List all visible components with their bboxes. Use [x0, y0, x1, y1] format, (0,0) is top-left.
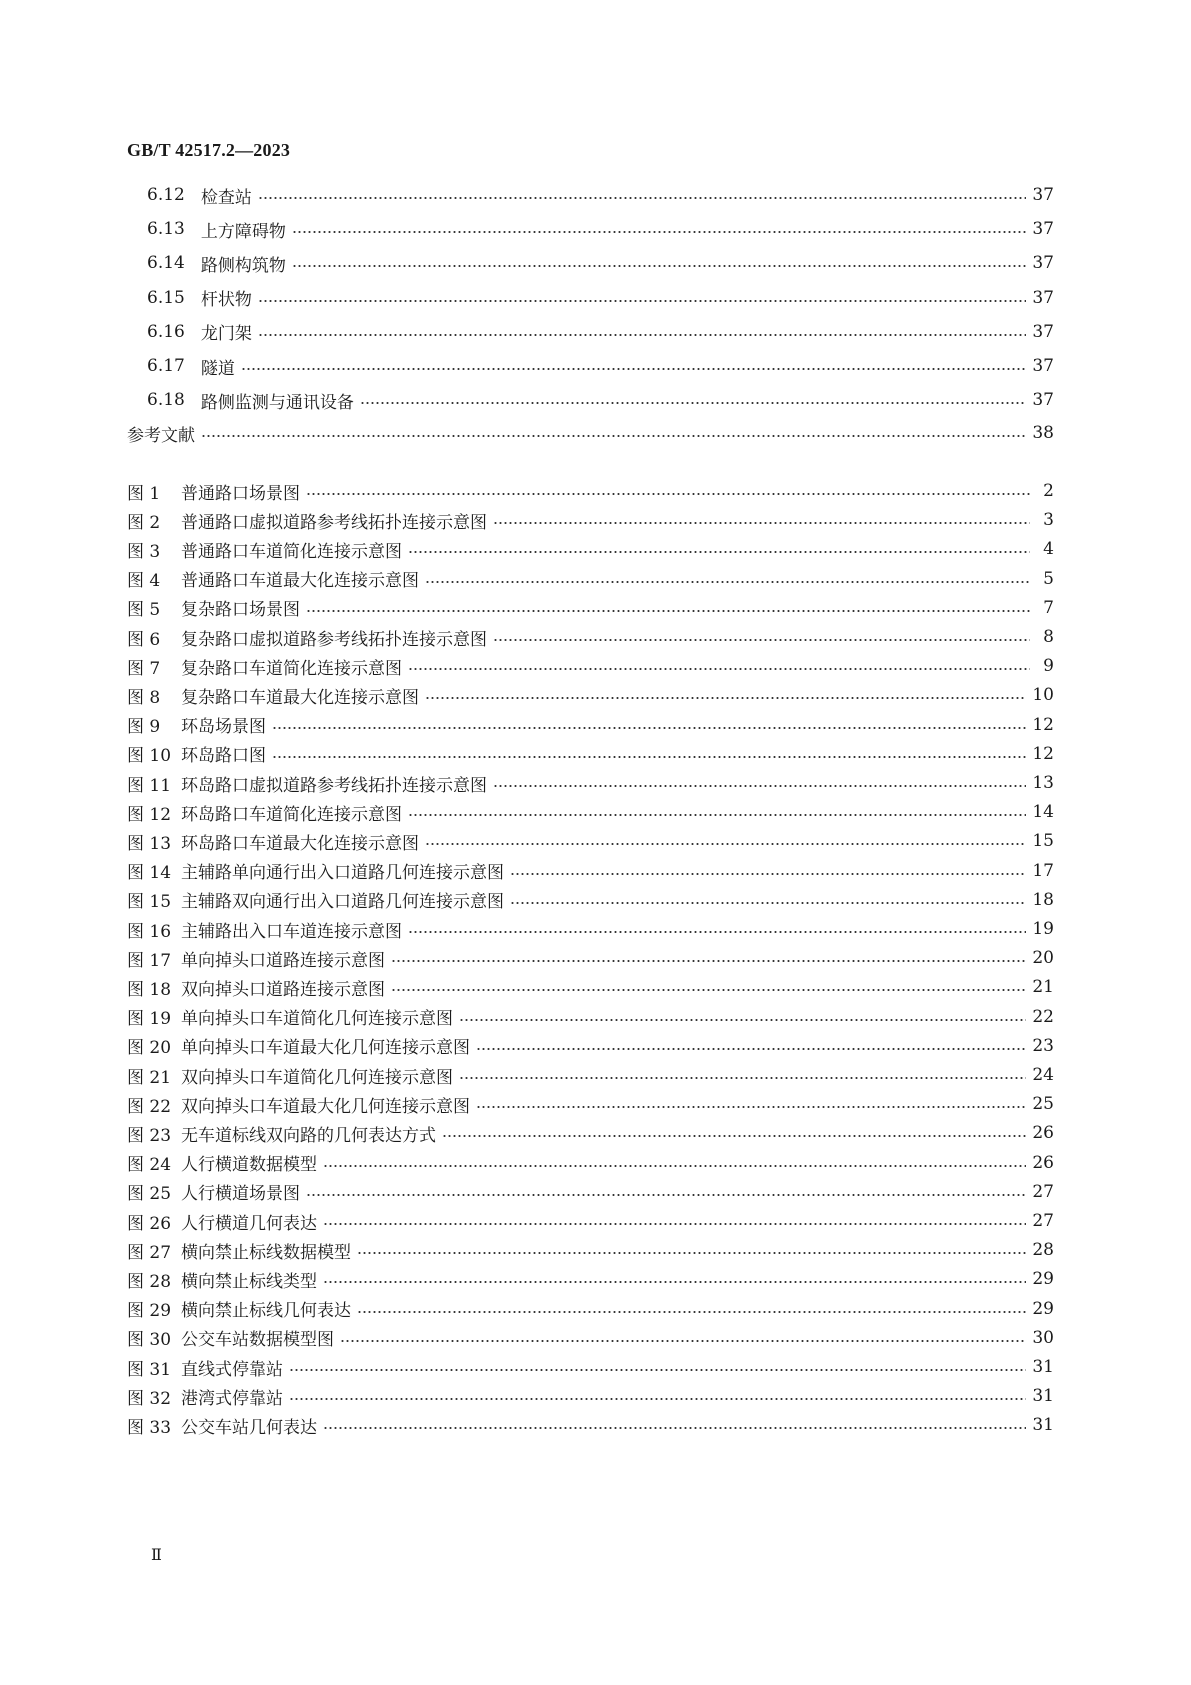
entry-number: 图 24 [127, 1155, 172, 1176]
entry-page-number: 27 [1032, 1211, 1054, 1231]
toc-figure-entry[interactable] [127, 827, 1054, 855]
toc-figure-entry[interactable] [127, 1119, 1054, 1147]
entry-number: 图 13 [127, 833, 172, 854]
entry-title: 单向掉头口车道简化几何连接示意图 [181, 1009, 453, 1030]
entry-page-number: 30 [1032, 1327, 1054, 1348]
toc-figure-entry[interactable] [127, 1178, 1054, 1206]
dot-leader [425, 843, 1026, 845]
entry-number: 图 6 [127, 629, 161, 650]
toc-figure-entry[interactable] [127, 1382, 1054, 1410]
toc-figure-entry[interactable] [127, 1003, 1054, 1031]
entry-page-number: 21 [1032, 977, 1054, 998]
page-number: Ⅱ [151, 1547, 162, 1564]
entry-page-number: 28 [1032, 1240, 1054, 1261]
dot-leader [201, 435, 1026, 437]
entry-page-number: 8 [1043, 627, 1054, 647]
entry-page-number: 13 [1032, 773, 1054, 793]
dot-leader [258, 300, 1027, 302]
toc-figure-entry[interactable] [127, 506, 1054, 534]
toc-figure-entry[interactable] [127, 798, 1054, 826]
dot-leader [459, 1077, 1026, 1079]
entry-page-number: 17 [1032, 860, 1054, 881]
entry-title: 环岛场景图 [181, 717, 266, 738]
dot-leader [360, 402, 1027, 404]
entry-page-number: 18 [1032, 889, 1054, 910]
entry-title: 人行横道场景图 [181, 1184, 300, 1205]
entry-title: 横向禁止标线数据模型 [181, 1242, 351, 1263]
toc-figure-entry[interactable] [127, 915, 1054, 943]
dot-leader [493, 639, 1030, 641]
entry-title: 单向掉头口道路连接示意图 [181, 950, 385, 971]
entry-title: 人行横道数据模型 [181, 1155, 317, 1176]
entry-page-number: 37 [1032, 321, 1054, 342]
dot-leader [292, 231, 1027, 233]
entry-page-number: 37 [1032, 287, 1054, 308]
entry-number: 6.17 [147, 356, 185, 376]
entry-title: 环岛路口车道最大化连接示意图 [181, 833, 419, 854]
entry-page-number: 31 [1032, 1386, 1054, 1407]
entry-title: 主辅路单向通行出入口道路几何连接示意图 [181, 863, 504, 884]
dot-leader [425, 697, 1026, 699]
entry-number: 6.14 [147, 253, 185, 274]
entry-page-number: 29 [1032, 1298, 1054, 1319]
dot-leader [272, 756, 1026, 758]
dot-leader [408, 814, 1026, 816]
entry-number: 图 32 [127, 1388, 172, 1409]
toc-figure-entry[interactable] [127, 1207, 1054, 1235]
entry-page-number: 14 [1032, 802, 1054, 823]
entry-number: 6.15 [147, 287, 185, 308]
toc-figure-entry[interactable] [127, 535, 1054, 563]
entry-title: 普通路口车道简化连接示意图 [181, 541, 402, 562]
entry-page-number: 12 [1032, 714, 1054, 735]
dot-leader [391, 989, 1026, 991]
entry-number: 图 3 [127, 541, 161, 562]
entry-title: 环岛路口虚拟道路参考线拓扑连接示意图 [181, 775, 487, 796]
entry-title: 无车道标线双向路的几何表达方式 [181, 1125, 436, 1146]
toc-figure-entry[interactable] [127, 769, 1054, 797]
entry-number: 图 2 [127, 512, 161, 533]
entry-title: 路侧监测与通讯设备 [200, 392, 354, 413]
entry-title: 双向掉头口道路连接示意图 [181, 979, 385, 1000]
entry-number: 图 28 [127, 1271, 172, 1292]
entry-page-number: 20 [1032, 948, 1054, 969]
dot-leader [408, 668, 1030, 670]
toc-figure-entry[interactable] [127, 1324, 1054, 1352]
entry-page-number: 15 [1032, 831, 1054, 852]
entry-page-number: 4 [1043, 539, 1054, 560]
entry-number: 图 1 [127, 483, 161, 504]
dot-leader [289, 1369, 1026, 1371]
toc-section-entry[interactable] [147, 352, 1054, 380]
toc-figure-entry[interactable] [127, 565, 1054, 593]
entry-title: 公交车站数据模型图 [181, 1330, 334, 1351]
toc-section-entry[interactable] [147, 386, 1054, 414]
dot-leader [476, 1106, 1026, 1108]
toc-figure-entry[interactable] [127, 1411, 1054, 1439]
entry-number: 图 20 [127, 1038, 172, 1059]
dot-leader [323, 1165, 1026, 1167]
dot-leader [323, 1223, 1026, 1225]
dot-leader [289, 1398, 1026, 1400]
entry-title: 普通路口场景图 [181, 483, 300, 504]
entry-title: 普通路口车道最大化连接示意图 [181, 571, 419, 592]
dot-leader [306, 610, 1030, 612]
dot-leader [306, 493, 1030, 495]
entry-number: 图 5 [127, 600, 161, 621]
entry-title: 横向禁止标线几何表达 [181, 1301, 351, 1322]
entry-page-number: 38 [1032, 423, 1054, 443]
dot-leader [323, 1281, 1026, 1283]
entry-title: 参考文献 [127, 425, 195, 446]
entry-page-number: 9 [1043, 656, 1054, 677]
entry-number: 图 19 [127, 1009, 172, 1030]
dot-leader [292, 265, 1027, 267]
dot-leader [258, 334, 1027, 336]
toc-figure-entry[interactable] [127, 1265, 1054, 1293]
entry-page-number: 37 [1032, 185, 1054, 205]
entry-page-number: 5 [1043, 568, 1054, 589]
entry-title: 横向禁止标线类型 [181, 1271, 317, 1292]
entry-page-number: 23 [1032, 1035, 1054, 1056]
toc-figure-entry[interactable] [127, 944, 1054, 972]
entry-page-number: 2 [1043, 481, 1054, 501]
toc-section-entry[interactable] [147, 181, 1054, 209]
entry-page-number: 27 [1032, 1181, 1054, 1202]
dot-leader [258, 197, 1027, 199]
toc-figure-entry[interactable] [127, 477, 1054, 505]
entry-title: 复杂路口车道最大化连接示意图 [181, 687, 419, 708]
entry-title: 环岛路口图 [181, 746, 266, 767]
entry-number: 图 22 [127, 1096, 172, 1117]
toc-figure-entry[interactable] [127, 652, 1054, 680]
toc-figure-entry[interactable] [127, 740, 1054, 768]
entry-page-number: 12 [1032, 743, 1054, 764]
dot-leader [408, 931, 1026, 933]
entry-number: 图 31 [127, 1359, 172, 1380]
toc-figure-entry[interactable] [127, 1090, 1054, 1118]
entry-page-number: 37 [1032, 390, 1054, 411]
entry-number: 图 30 [127, 1330, 172, 1351]
toc-figure-entry[interactable] [127, 1353, 1054, 1381]
entry-page-number: 10 [1032, 685, 1054, 706]
dot-leader [391, 960, 1026, 962]
entry-number: 图 25 [127, 1184, 172, 1205]
entry-number: 6.12 [147, 185, 185, 205]
dot-leader [459, 1019, 1026, 1021]
entry-title: 龙门架 [200, 324, 252, 345]
dot-leader [323, 1427, 1026, 1429]
toc-references-entry[interactable] [127, 419, 1054, 447]
toc-figure-entry[interactable] [127, 1295, 1054, 1323]
dot-leader [408, 551, 1030, 553]
entry-number: 图 27 [127, 1242, 172, 1263]
dot-leader [357, 1311, 1026, 1313]
entry-title: 上方障碍物 [200, 221, 286, 242]
toc-figure-entry[interactable] [127, 1236, 1054, 1264]
entry-title: 复杂路口车道简化连接示意图 [181, 658, 402, 679]
entry-number: 图 26 [127, 1213, 172, 1234]
dot-leader [493, 522, 1030, 524]
entry-number: 图 8 [127, 687, 161, 708]
entry-title: 双向掉头口车道最大化几何连接示意图 [181, 1096, 470, 1117]
entry-number: 图 15 [127, 892, 172, 913]
entry-page-number: 31 [1032, 1415, 1054, 1436]
entry-title: 直线式停靠站 [181, 1359, 283, 1380]
entry-number: 6.16 [147, 321, 185, 342]
entry-page-number: 26 [1032, 1123, 1054, 1144]
dot-leader [510, 902, 1026, 904]
entry-number: 6.13 [147, 219, 185, 240]
entry-title: 检查站 [200, 187, 252, 208]
dot-leader [442, 1135, 1026, 1137]
toc-section-entry[interactable] [147, 249, 1054, 277]
dot-leader [425, 581, 1030, 583]
toc-figure-entry[interactable] [127, 857, 1054, 885]
toc-figure-entry[interactable] [127, 1149, 1054, 1177]
entry-number: 图 17 [127, 950, 172, 971]
standard-code: GB/T 42517.2—2023 [127, 140, 291, 160]
entry-title: 单向掉头口车道最大化几何连接示意图 [181, 1038, 470, 1059]
entry-page-number: 37 [1032, 356, 1054, 376]
entry-number: 图 16 [127, 921, 172, 942]
toc-section-entry[interactable] [147, 215, 1054, 243]
entry-number: 图 29 [127, 1301, 172, 1322]
entry-title: 复杂路口场景图 [181, 600, 300, 621]
toc-figure-entry[interactable] [127, 1061, 1054, 1089]
entry-number: 图 11 [127, 775, 172, 796]
entry-title: 双向掉头口车道简化几何连接示意图 [181, 1067, 453, 1088]
entry-number: 图 10 [127, 746, 172, 767]
entry-number: 图 33 [127, 1417, 172, 1438]
toc-figure-entry[interactable] [127, 973, 1054, 1001]
toc-figure-entry[interactable] [127, 886, 1054, 914]
entry-page-number: 25 [1032, 1094, 1054, 1115]
toc-figure-entry[interactable] [127, 1032, 1054, 1060]
dot-leader [357, 1252, 1026, 1254]
entry-number: 图 23 [127, 1125, 172, 1146]
entry-page-number: 7 [1043, 597, 1054, 618]
toc-section-entry[interactable] [147, 284, 1054, 312]
entry-page-number: 3 [1043, 510, 1054, 531]
entry-number: 图 21 [127, 1067, 172, 1088]
entry-page-number: 26 [1032, 1152, 1054, 1173]
entry-number: 图 18 [127, 979, 172, 1000]
entry-title: 路侧构筑物 [200, 255, 286, 276]
toc-figure-entry[interactable] [127, 711, 1054, 739]
entry-title: 环岛路口车道简化连接示意图 [181, 804, 402, 825]
dot-leader [241, 368, 1027, 370]
entry-title: 隧道 [200, 358, 235, 379]
toc-section-entry[interactable] [147, 318, 1054, 346]
entry-title: 港湾式停靠站 [181, 1388, 283, 1409]
entry-title: 杆状物 [200, 290, 252, 311]
toc-figure-entry[interactable] [127, 594, 1054, 622]
entry-title: 复杂路口虚拟道路参考线拓扑连接示意图 [181, 629, 487, 650]
entry-page-number: 37 [1032, 219, 1054, 240]
entry-number: 图 7 [127, 658, 161, 679]
entry-page-number: 19 [1032, 919, 1054, 939]
dot-leader [272, 727, 1026, 729]
entry-title: 主辅路出入口车道连接示意图 [181, 921, 402, 942]
entry-page-number: 22 [1032, 1006, 1054, 1027]
dot-leader [510, 873, 1026, 875]
toc-figure-entry[interactable] [127, 623, 1054, 651]
toc-figure-entry[interactable] [127, 681, 1054, 709]
entry-page-number: 24 [1032, 1065, 1054, 1085]
entry-number: 6.18 [147, 390, 185, 411]
dot-leader [340, 1340, 1026, 1342]
entry-number: 图 14 [127, 863, 172, 884]
entry-title: 人行横道几何表达 [181, 1213, 317, 1234]
entry-number: 图 4 [127, 571, 161, 592]
entry-number: 图 12 [127, 804, 172, 825]
dot-leader [476, 1048, 1026, 1050]
entry-title: 普通路口虚拟道路参考线拓扑连接示意图 [181, 512, 487, 533]
entry-number: 图 9 [127, 717, 161, 738]
entry-title: 公交车站几何表达 [181, 1417, 317, 1438]
entry-title: 主辅路双向通行出入口道路几何连接示意图 [181, 892, 504, 913]
dot-leader [306, 1194, 1026, 1196]
entry-page-number: 29 [1032, 1269, 1054, 1290]
entry-page-number: 31 [1032, 1357, 1054, 1377]
dot-leader [493, 785, 1026, 787]
entry-page-number: 37 [1032, 253, 1054, 274]
